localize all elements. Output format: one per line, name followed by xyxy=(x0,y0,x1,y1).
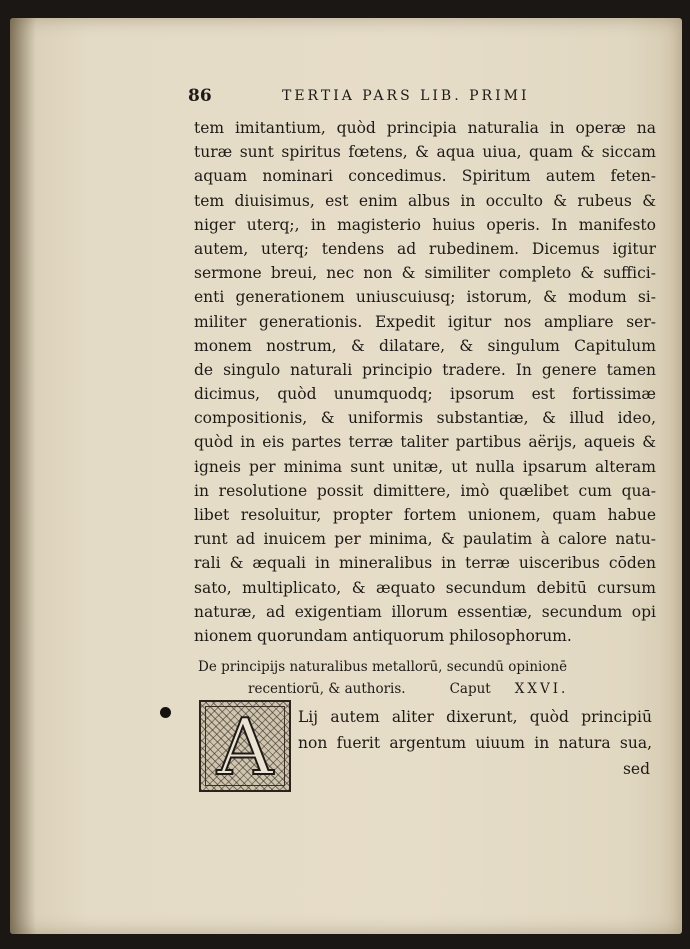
text-line: de singulo naturali principio tradere. In genere tamen xyxy=(194,360,656,379)
text-line: enti generationem uniuscuiusq; istorum, & modum si- xyxy=(194,288,656,307)
text-line: tem imitantium, quòd principia naturalia in operæ na xyxy=(194,119,656,137)
text-line: autem, uterq; tendens ad rubedinem. Dicemus igitur xyxy=(194,239,656,258)
page-header xyxy=(188,86,608,110)
text-line: libet resoluitur, propter fortem unionem, quam habue xyxy=(194,506,656,524)
text-line: compositionis, & uniformis substantiæ, & illud ideo, xyxy=(194,409,656,428)
text-line: tem diuisimus, est enim albus in occulto & rubeus & xyxy=(194,191,656,210)
chapter-paragraph xyxy=(298,704,652,782)
running-head: TERTIA PARS LIB. PRIMI xyxy=(282,88,530,104)
decorated-initial xyxy=(199,700,291,792)
text-line: in resolutione possit dimittere, imò quælibet cum qua- xyxy=(194,481,656,500)
text-line: rali & æquali in mineralibus in terræ uisceribus cōden xyxy=(194,554,656,573)
text-line: quòd in eis partes terræ taliter partibus aërijs, aqueis & xyxy=(194,433,656,452)
text-line: nionem quorundam antiquorum philosophorum. xyxy=(194,626,572,645)
ink-dot-mark xyxy=(160,707,171,718)
chapter-title-continuation: recentiorū, & authoris. xyxy=(248,681,406,697)
body-text xyxy=(194,116,656,648)
text-line: niger uterq;, in magisterio huius operis. In manifesto xyxy=(194,215,656,234)
text-line: non fuerit argentum uiuum in natura sua, xyxy=(298,734,652,752)
text-line: sato, multiplicato, & æquato secundum debitū cursum xyxy=(194,578,656,597)
text-line: aquam nominari concedimus. Spiritum autem feten- xyxy=(194,167,656,186)
catchword: sed xyxy=(622,760,650,778)
text-line: naturæ, ad exigentiam illorum essentiæ, secundum opi xyxy=(194,602,656,621)
chapter-title-line: De principijs naturalibus metallorū, secundū opinionē xyxy=(198,659,568,675)
chapter-heading xyxy=(198,656,638,700)
text-line: turæ sunt spiritus fœtens, & aqua uiua, quam & siccam xyxy=(194,143,656,162)
text-line: militer generationis. Expedit igitur nos ampliare ser- xyxy=(194,312,656,331)
text-line: Lij autem aliter dixerunt, quòd principiū xyxy=(298,708,652,726)
caput-label: Caput xyxy=(449,681,491,697)
text-line: igneis per minima sunt unitæ, ut nulla ipsarum alteram xyxy=(194,457,656,476)
spine-shadow xyxy=(10,18,36,934)
chapter-number: XXVI. xyxy=(514,681,569,697)
text-line: runt ad inuicem per minima, & paulatim à calore natu- xyxy=(194,530,656,549)
text-line: dicimus, quòd unumquodq; ipsorum est fortissimæ xyxy=(194,385,656,404)
text-line: sermone breui, nec non & similiter completo & suffici- xyxy=(194,264,656,283)
page-number: 86 xyxy=(188,86,212,106)
initial-letter: A xyxy=(216,703,274,793)
chapter-title-line-2 xyxy=(198,678,638,700)
text-line: monem nostrum, & dilatare, & singulum Capitulum xyxy=(194,336,656,355)
